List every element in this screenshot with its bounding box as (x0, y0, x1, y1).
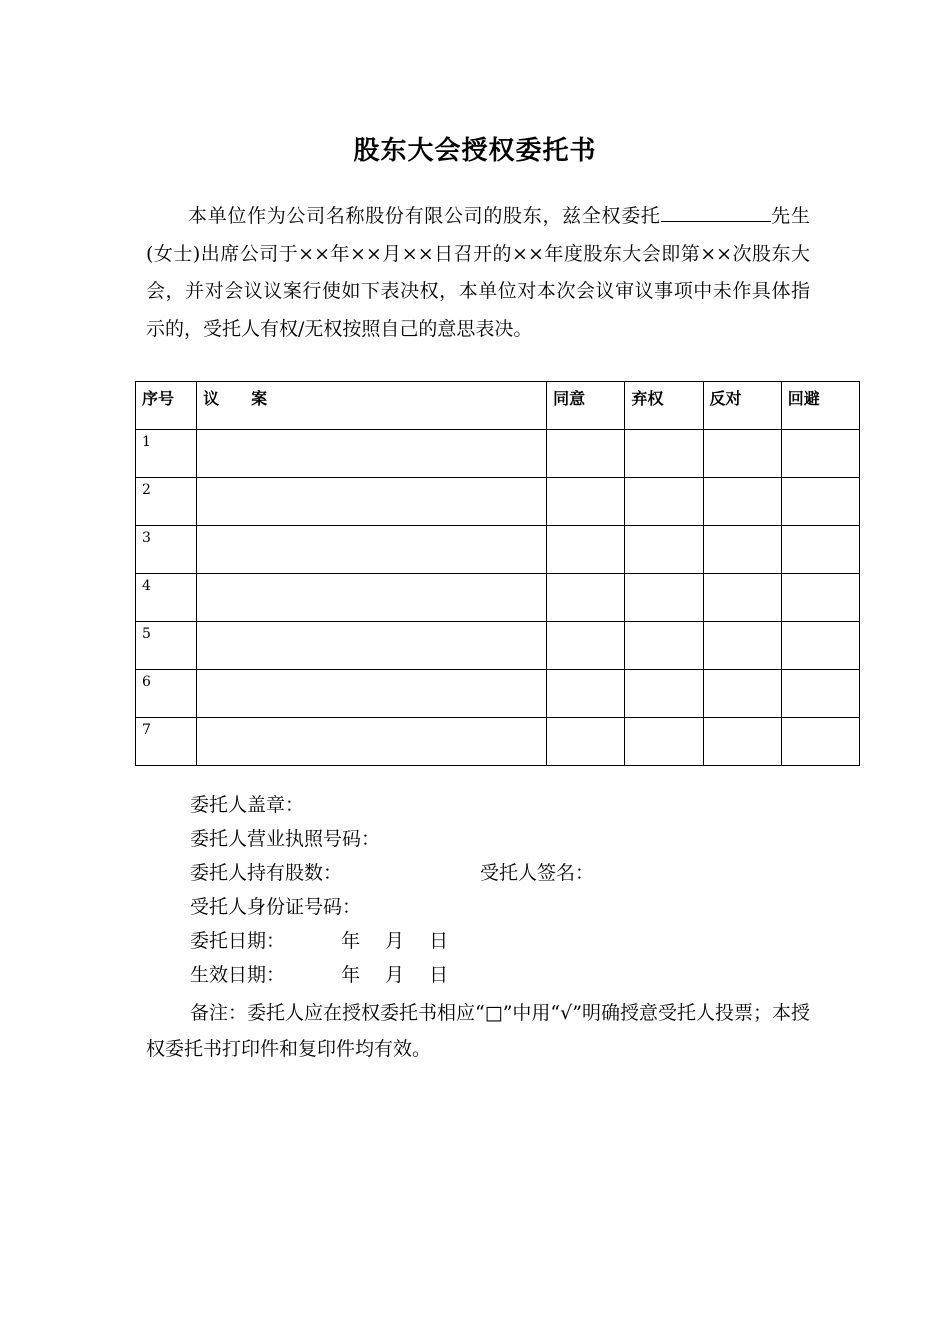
effective-date-label: 生效日期： (190, 964, 286, 986)
shares-held-label: 委托人持有股数： (190, 862, 343, 884)
row-number: 5 (136, 622, 197, 670)
signature-fields (146, 788, 810, 992)
voting-table-header-row (136, 382, 860, 430)
header-abstain: 弃权 (625, 382, 703, 430)
proposal-cell[interactable] (197, 574, 547, 622)
business-license-line (146, 822, 810, 856)
agree-cell[interactable] (547, 622, 625, 670)
entrust-year-label: 年 (341, 930, 361, 952)
header-proposal: 议 案 (197, 382, 547, 430)
entrust-day-label: 日 (429, 930, 449, 952)
trustee-signature-label: 受托人签名： (480, 862, 595, 884)
abstain-cell[interactable] (625, 718, 703, 766)
oppose-cell[interactable] (703, 718, 781, 766)
table-row (136, 574, 860, 622)
row-number: 6 (136, 670, 197, 718)
effective-date-line (146, 958, 810, 992)
entrust-date-parts (341, 924, 448, 958)
recuse-cell[interactable] (781, 430, 859, 478)
table-row (136, 478, 860, 526)
recuse-cell[interactable] (781, 718, 859, 766)
intro-text-part2: 先生(女士)出席公司于××年××月××日召开的××年度股东大会即第××次股东大会，并对会议议案行使如下表决权，本单位对本次会议审议事项中未作具体指示的，受托人有权/无权按照自己的意思表决。 (146, 205, 810, 340)
trustee-name-blank-continued[interactable] (747, 199, 771, 222)
trustee-name-blank[interactable] (661, 199, 747, 222)
proposal-cell[interactable] (197, 622, 547, 670)
agree-cell[interactable] (547, 430, 625, 478)
oppose-cell[interactable] (703, 526, 781, 574)
header-recuse: 回避 (781, 382, 859, 430)
agree-cell[interactable] (547, 574, 625, 622)
table-row (136, 718, 860, 766)
row-number: 2 (136, 478, 197, 526)
abstain-cell[interactable] (625, 526, 703, 574)
proposal-cell[interactable] (197, 718, 547, 766)
abstain-cell[interactable] (625, 478, 703, 526)
abstain-cell[interactable] (625, 670, 703, 718)
proposal-cell[interactable] (197, 478, 547, 526)
entrustor-seal-line (146, 788, 810, 822)
abstain-cell[interactable] (625, 574, 703, 622)
shares-held-line (146, 856, 810, 890)
oppose-cell[interactable] (703, 574, 781, 622)
header-number: 序号 (136, 382, 197, 430)
agree-cell[interactable] (547, 526, 625, 574)
entrustor-seal-label: 委托人盖章： (190, 794, 305, 816)
recuse-cell[interactable] (781, 574, 859, 622)
oppose-cell[interactable] (703, 430, 781, 478)
recuse-cell[interactable] (781, 526, 859, 574)
recuse-cell[interactable] (781, 478, 859, 526)
intro-text-part1: 本单位作为公司名称股份有限公司的股东，兹全权委托 (188, 205, 661, 227)
effective-date-parts (341, 958, 448, 992)
table-row (136, 430, 860, 478)
business-license-label: 委托人营业执照号码： (190, 828, 381, 850)
effective-year-label: 年 (341, 964, 361, 986)
entrust-date-label: 委托日期： (190, 930, 286, 952)
trustee-id-label: 受托人身份证号码： (190, 896, 362, 918)
recuse-cell[interactable] (781, 670, 859, 718)
table-row (136, 622, 860, 670)
abstain-cell[interactable] (625, 430, 703, 478)
document-title: 股东大会授权委托书 (353, 136, 597, 166)
proposal-cell[interactable] (197, 430, 547, 478)
effective-day-label: 日 (429, 964, 449, 986)
oppose-cell[interactable] (703, 478, 781, 526)
remarks-paragraph: 备注：委托人应在授权委托书相应“□”中用“√”明确授意受托人投票；本授权委托书打印件和复印件均有效。 (146, 1002, 810, 1060)
table-row (136, 670, 860, 718)
row-number: 4 (136, 574, 197, 622)
proposal-cell[interactable] (197, 670, 547, 718)
entrust-date-line (146, 924, 810, 958)
header-agree: 同意 (547, 382, 625, 430)
trustee-id-line (146, 890, 810, 924)
voting-table (135, 381, 860, 766)
recuse-cell[interactable] (781, 622, 859, 670)
agree-cell[interactable] (547, 478, 625, 526)
proposal-cell[interactable] (197, 526, 547, 574)
entrust-month-label: 月 (385, 930, 405, 952)
abstain-cell[interactable] (625, 622, 703, 670)
row-number: 7 (136, 718, 197, 766)
row-number: 3 (136, 526, 197, 574)
row-number: 1 (136, 430, 197, 478)
table-row (136, 526, 860, 574)
agree-cell[interactable] (547, 718, 625, 766)
oppose-cell[interactable] (703, 670, 781, 718)
oppose-cell[interactable] (703, 622, 781, 670)
header-oppose: 反对 (703, 382, 781, 430)
effective-month-label: 月 (385, 964, 405, 986)
intro-paragraph (146, 198, 810, 348)
agree-cell[interactable] (547, 670, 625, 718)
